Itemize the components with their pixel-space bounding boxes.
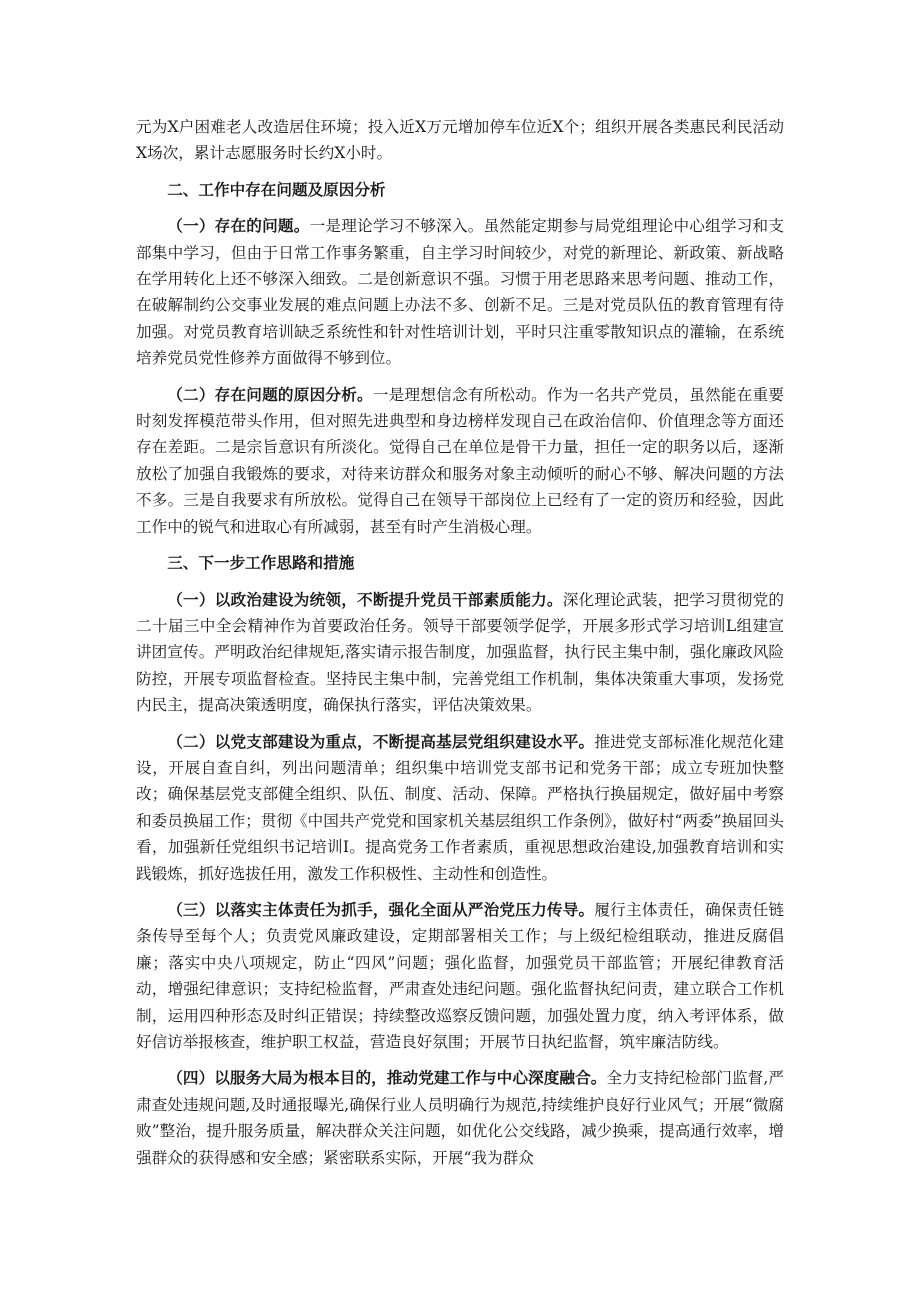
paragraph-lead: （二）以党支部建设为重点，不断提高基层党组织建设水平。 xyxy=(167,731,595,751)
paragraph-continued: 元为X户困难老人改造居住环境；投入近X万元增加停车位近X个；组织开展各类惠民利民活动X场次，累计志愿服务时长约X小时。 xyxy=(136,118,784,163)
paragraph-cause-analysis xyxy=(136,382,784,540)
paragraph-political-building xyxy=(136,587,784,719)
paragraph-body: 全力支持纪检部门监督,严肃查处违规问题,及时通报曝光,确保行业人员明确行为规范,持续维护良好行业风气；开展“微腐败”整治，提升服务质量，解决群众关注问题，如优化公交线路，减少换乘，提高通行效率，增强群众的获得感和安全感；紧密联系实际，开展“我为群众 xyxy=(136,1069,784,1167)
paragraph-body: 一是理想信念有所松动。作为一名共产党员，虽然能在重要时刻发挥模范带头作用，但对照先进典型和身边榜样发现自己在政治信仰、价值理念等方面还存在差距。二是宗旨意识有所淡化。觉得自己在单位是骨干力量，担任一定的职务以后，逐渐放松了加强自我锻炼的要求，对待来访群众和服务对象主动倾听的耐心不够、解决问题的方法不多。三是自我要求有所放松。觉得自己在领导干部岗位上已经有了一定的资历和经验，因此工作中的锐气和进取心有所减弱，甚至有时产生消极心理。 xyxy=(136,385,784,536)
section-heading-2: 二、工作中存在问题及原因分析 xyxy=(167,180,386,199)
paragraph-body: 一是理论学习不够深入。虽然能定期参与局党组理论中心组学习和支部集中学习，但由于日常工作事务繁重，自主学习时间较少，对党的新理论、新政策、新战略在学用转化上还不够深入细致。二是创新意识不强。习惯于用老思路来思考问题、推动工作，在破解制约公交事业发展的难点问题上办法不多、创新不足。三是对党员队伍的教育管理有待加强。对党员教育培训缺乏系统性和针对性培训计划，平时只注重零散知识点的灌输，在系统培养党员党性修养方面做得不够到位。 xyxy=(136,217,784,368)
paragraph-branch-building xyxy=(136,729,784,887)
section-heading-3: 三、下一步工作思路和措施 xyxy=(167,554,355,573)
paragraph-main-responsibility xyxy=(136,897,784,1055)
paragraph-body: 推进党支部标准化规范化建设，开展自查自纠，列出问题清单；组织集中培训党支部书记和党务干部；成立专班加快整改；确保基层党支部健全组织、队伍、制度、活动、保障。严格执行换届规定，做好届中考察和委员换届工作；贯彻《中国共产党党和国家机关基层组织工作条例》，做好村“两委”换届回头看，加强新任党组织书记培训I。提高党务工作者素质，重视思想政治建设,加强教育培训和实践锻炼，抓好选拔任用，激发工作积极性、主动性和创造性。 xyxy=(136,732,784,883)
paragraph-body: 履行主体责任，确保责任链条传导至每个人；负责党风廉政建设，定期部署相关工作；与上级纪检组联动，推进反腐倡廉；落实中央八项规定，防止“四风”问题；强化监督，加强党员干部监管；开展纪律教育活动，增强纪律意识；支持纪检监督，严肃查处违纪问题。强化监督执纪问责，建立联合工作机制，运用四种形态及时纠正错误；持续整改巡察反馈问题，加强处置力度，纳入考评体系，做好信访举报核查，维护职工权益，营造良好氛围；开展节日执纪监督，筑牢廉洁防线。 xyxy=(136,900,784,1051)
paragraph-lead: （一）以政治建设为统领，不断提升党员干部素质能力。 xyxy=(167,589,563,609)
paragraph-existing-problems xyxy=(136,213,784,371)
paragraph-lead: （一）存在的问题。 xyxy=(167,216,310,236)
paragraph-body: 深化理论武装，把学习贯彻党的二十届三中全会精神作为首要政治任务。领导干部要领学促学，开展多形式学习培训L组建宣讲团宣传。严明政治纪律规矩,落实请示报告制度，加强监督，执行民主集中制，强化廉政风险防控，开展专项监督检查。坚持民主集中制，完善党组工作机制，集体决策重大事项，发扬党内民主，提高决策透明度，确保执行落实，评估决策效果。 xyxy=(136,590,784,715)
paragraph-serve-overall xyxy=(136,1065,784,1171)
paragraph-lead: （三）以落实主体责任为抓手，强化全面从严治党压力传导。 xyxy=(167,899,595,919)
paragraph-lead: （四）以服务大局为根本目的，推动党建工作与中心深度融合。 xyxy=(167,1068,607,1088)
paragraph-lead: （二）存在问题的原因分析。 xyxy=(167,384,373,404)
